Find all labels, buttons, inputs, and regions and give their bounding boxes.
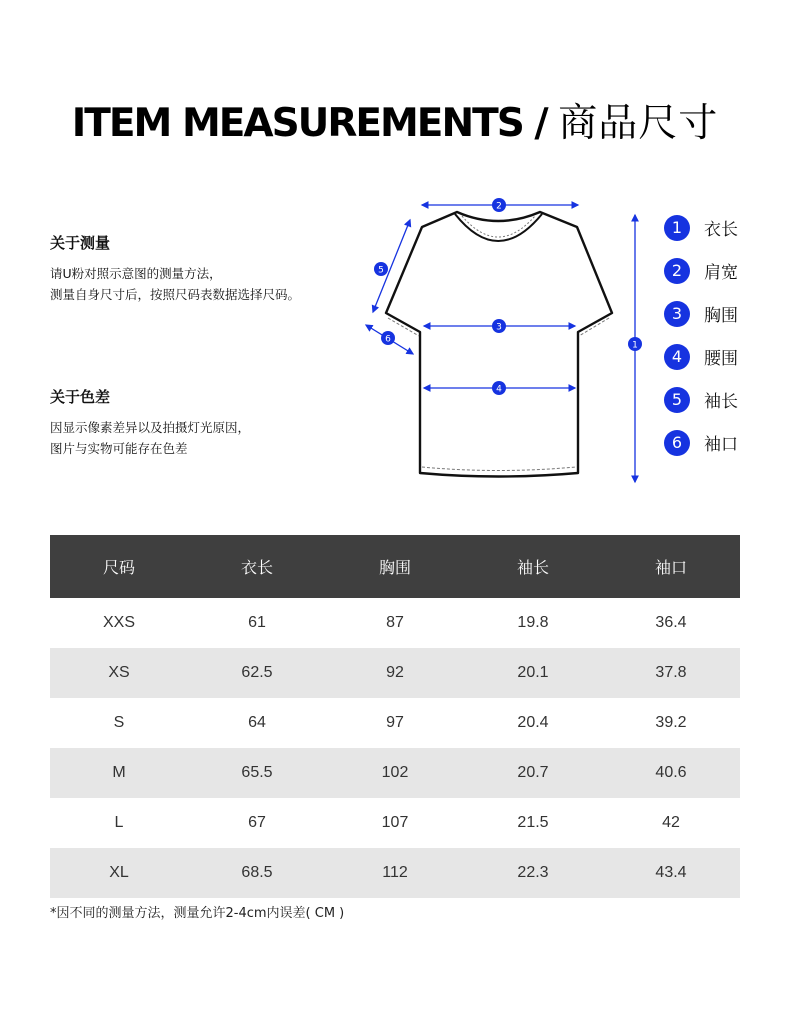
marker-2 bbox=[492, 198, 506, 212]
table-cell: 112 bbox=[326, 848, 464, 898]
marker-1 bbox=[628, 337, 642, 351]
legend-label: 肩宽 bbox=[704, 263, 738, 283]
table-cell: 67 bbox=[248, 814, 266, 831]
table-row bbox=[50, 698, 740, 748]
column-header-length: 衣长 bbox=[188, 535, 326, 598]
legend-label: 衣长 bbox=[704, 220, 738, 240]
legend-number-badge: 2 bbox=[664, 258, 690, 284]
marker-5-label: 5 bbox=[378, 265, 384, 276]
table-cell: XXS bbox=[102, 614, 135, 631]
marker-1-label: 1 bbox=[632, 340, 638, 351]
table-cell: 61 bbox=[248, 614, 266, 631]
table-cell: 36.4 bbox=[655, 614, 687, 631]
legend-number-badge: 6 bbox=[664, 430, 690, 456]
marker-2-label: 2 bbox=[496, 201, 502, 212]
table-row bbox=[50, 848, 740, 898]
legend-item-cuff bbox=[664, 421, 738, 464]
column-header-chest: 胸围 bbox=[326, 535, 464, 598]
table-cell: S bbox=[113, 714, 125, 731]
marker-3 bbox=[492, 319, 506, 333]
table-cell: 102 bbox=[326, 748, 464, 798]
size-table bbox=[50, 535, 740, 898]
table-cell: 20.7 bbox=[464, 748, 602, 798]
marker-3-label: 3 bbox=[496, 322, 502, 333]
table-row bbox=[50, 798, 740, 848]
measurement-legend bbox=[664, 206, 738, 464]
legend-number-badge: 4 bbox=[664, 344, 690, 370]
column-header-sleeve: 袖长 bbox=[464, 535, 602, 598]
table-row bbox=[50, 598, 740, 648]
column-header-size: 尺码 bbox=[50, 535, 188, 598]
table-cell: 42 bbox=[662, 814, 680, 831]
legend-number-badge: 5 bbox=[664, 387, 690, 413]
table-cell: 43.4 bbox=[602, 848, 740, 898]
color-text-line2: 图片与实物可能存在色差 bbox=[50, 441, 188, 456]
table-cell: XS bbox=[50, 648, 188, 698]
table-cell: 20.1 bbox=[464, 648, 602, 698]
table-cell: 92 bbox=[326, 648, 464, 698]
legend-label: 袖口 bbox=[704, 435, 738, 455]
table-cell: 107 bbox=[381, 814, 409, 831]
table-cell: 68.5 bbox=[188, 848, 326, 898]
table-row bbox=[50, 748, 740, 798]
measure-text-line1: 请U粉对照示意图的测量方法， bbox=[50, 266, 222, 281]
marker-5 bbox=[374, 262, 388, 276]
table-cell: 37.8 bbox=[602, 648, 740, 698]
legend-item-sleeve-length bbox=[664, 378, 738, 421]
marker-6-label: 6 bbox=[385, 334, 391, 345]
title-cn: 商品尺寸 bbox=[558, 101, 719, 146]
measure-note bbox=[50, 232, 300, 305]
table-cell: 40.6 bbox=[602, 748, 740, 798]
legend-label: 腰围 bbox=[704, 349, 738, 369]
legend-item-waist bbox=[664, 335, 738, 378]
table-cell: 87 bbox=[386, 614, 404, 631]
color-heading: 关于色差 bbox=[50, 388, 111, 406]
measure-heading: 关于测量 bbox=[50, 234, 111, 252]
tolerance-footnote: *因不同的测量方法，测量允许2-4cm内误差( CM ) bbox=[50, 906, 345, 921]
color-note bbox=[50, 386, 250, 459]
column-header-cuff: 袖口 bbox=[602, 535, 740, 598]
legend-number-badge: 1 bbox=[664, 215, 690, 241]
table-row bbox=[50, 648, 740, 698]
table-cell: 20.4 bbox=[517, 714, 549, 731]
table-cell: 21.5 bbox=[517, 814, 549, 831]
table-cell: XL bbox=[50, 848, 188, 898]
table-header-row bbox=[50, 535, 740, 598]
legend-item-shoulder bbox=[664, 249, 738, 292]
legend-item-chest bbox=[664, 292, 738, 335]
legend-label: 胸围 bbox=[704, 306, 738, 326]
legend-item-length bbox=[664, 206, 738, 249]
marker-4 bbox=[492, 381, 506, 395]
tshirt-outline bbox=[386, 212, 612, 477]
table-cell: 64 bbox=[248, 714, 266, 731]
table-cell: 97 bbox=[386, 714, 404, 731]
tshirt-measurement-svg bbox=[355, 190, 655, 490]
legend-number-badge: 3 bbox=[664, 301, 690, 327]
marker-4-label: 4 bbox=[496, 384, 502, 395]
color-text-line1: 因显示像素差异以及拍摄灯光原因， bbox=[50, 420, 251, 435]
title-en: ITEM MEASUREMENTS / bbox=[71, 101, 547, 146]
table-cell: 62.5 bbox=[188, 648, 326, 698]
marker-6 bbox=[381, 331, 395, 345]
measure-text-line2: 测量自身尺寸后，按照尺码表数据选择尺码。 bbox=[50, 287, 301, 302]
table-cell: L bbox=[114, 814, 124, 831]
table-cell: M bbox=[50, 748, 188, 798]
legend-label: 袖长 bbox=[704, 392, 738, 412]
table-cell: 22.3 bbox=[464, 848, 602, 898]
table-cell: 39.2 bbox=[655, 714, 687, 731]
table-cell: 19.8 bbox=[517, 614, 549, 631]
table-cell: 65.5 bbox=[188, 748, 326, 798]
tshirt-diagram bbox=[355, 190, 655, 490]
page-title bbox=[0, 92, 790, 148]
